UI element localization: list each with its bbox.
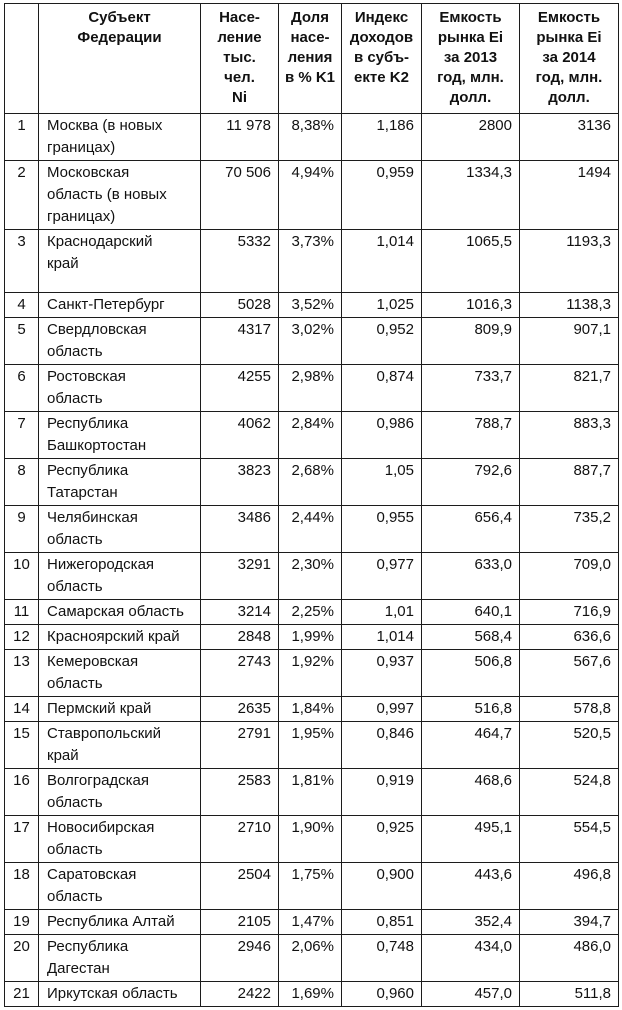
region-cell: Кемеровская область (39, 650, 201, 697)
row-number-cell: 11 (5, 600, 39, 625)
market-capacity-2013-cell: 568,4 (422, 625, 520, 650)
table-row (5, 697, 619, 722)
market-capacity-2013-cell: 1065,5 (422, 230, 520, 293)
row-number-cell: 5 (5, 318, 39, 365)
row-number-cell: 18 (5, 863, 39, 910)
income-index-cell: 0,959 (342, 161, 422, 230)
income-index-cell: 0,997 (342, 697, 422, 722)
market-capacity-2014-cell: 511,8 (520, 982, 619, 1007)
market-capacity-2014-cell: 520,5 (520, 722, 619, 769)
population-share-cell: 1,95% (279, 722, 342, 769)
income-index-cell: 0,919 (342, 769, 422, 816)
population-cell: 2791 (201, 722, 279, 769)
market-capacity-2014-cell: 486,0 (520, 935, 619, 982)
income-index-cell: 0,748 (342, 935, 422, 982)
row-number-cell: 16 (5, 769, 39, 816)
population-cell: 3823 (201, 459, 279, 506)
market-capacity-2013-cell: 1334,3 (422, 161, 520, 230)
market-capacity-2014-cell: 524,8 (520, 769, 619, 816)
market-capacity-2014-cell: 1494 (520, 161, 619, 230)
market-capacity-2013-cell: 457,0 (422, 982, 520, 1007)
market-capacity-2013-cell: 506,8 (422, 650, 520, 697)
income-index-cell: 0,900 (342, 863, 422, 910)
table-row (5, 816, 619, 863)
region-cell: Ставропольский край (39, 722, 201, 769)
table-row (5, 863, 619, 910)
market-capacity-2013-cell: 464,7 (422, 722, 520, 769)
header-region: Субъект Федерации (39, 4, 201, 114)
table-row (5, 722, 619, 769)
region-cell: Красноярский край (39, 625, 201, 650)
region-cell: Иркутская область (39, 982, 201, 1007)
header-income-index: Индекс доходов в субъ- екте K2 (342, 4, 422, 114)
region-cell: Ростовская область (39, 365, 201, 412)
region-cell: Свердловская область (39, 318, 201, 365)
row-number-cell: 20 (5, 935, 39, 982)
population-share-cell: 2,30% (279, 553, 342, 600)
market-capacity-2014-cell: 3136 (520, 114, 619, 161)
population-cell: 3214 (201, 600, 279, 625)
population-cell: 4317 (201, 318, 279, 365)
market-capacity-2014-cell: 636,6 (520, 625, 619, 650)
regions-market-capacity-table (4, 3, 619, 1007)
population-cell: 2422 (201, 982, 279, 1007)
market-capacity-2014-cell: 709,0 (520, 553, 619, 600)
table-row (5, 459, 619, 506)
market-capacity-2013-cell: 633,0 (422, 553, 520, 600)
market-capacity-2014-cell: 907,1 (520, 318, 619, 365)
income-index-cell: 0,977 (342, 553, 422, 600)
population-share-cell: 2,44% (279, 506, 342, 553)
table-row (5, 910, 619, 935)
row-number-cell: 8 (5, 459, 39, 506)
population-share-cell: 1,81% (279, 769, 342, 816)
region-cell: Волгоградская область (39, 769, 201, 816)
table-row (5, 114, 619, 161)
income-index-cell: 0,960 (342, 982, 422, 1007)
income-index-cell: 1,186 (342, 114, 422, 161)
population-share-cell: 1,47% (279, 910, 342, 935)
market-capacity-2013-cell: 352,4 (422, 910, 520, 935)
income-index-cell: 1,014 (342, 625, 422, 650)
income-index-cell: 0,952 (342, 318, 422, 365)
market-capacity-2013-cell: 1016,3 (422, 293, 520, 318)
population-share-cell: 3,02% (279, 318, 342, 365)
market-capacity-2013-cell: 495,1 (422, 816, 520, 863)
market-capacity-2013-cell: 443,6 (422, 863, 520, 910)
table-header (5, 4, 619, 114)
header-market-capacity-2013: Емкость рынка Ei за 2013 год, млн. долл. (422, 4, 520, 114)
market-capacity-2013-cell: 434,0 (422, 935, 520, 982)
table-row (5, 553, 619, 600)
population-cell: 5332 (201, 230, 279, 293)
population-share-cell: 3,52% (279, 293, 342, 318)
market-capacity-2014-cell: 394,7 (520, 910, 619, 935)
income-index-cell: 0,851 (342, 910, 422, 935)
region-cell: Самарская область (39, 600, 201, 625)
population-cell: 2710 (201, 816, 279, 863)
market-capacity-2013-cell: 2800 (422, 114, 520, 161)
table-row (5, 230, 619, 293)
region-cell: Республика Башкортостан (39, 412, 201, 459)
population-share-cell: 2,25% (279, 600, 342, 625)
population-share-cell: 1,99% (279, 625, 342, 650)
table-row (5, 935, 619, 982)
row-number-cell: 3 (5, 230, 39, 293)
population-share-cell: 1,69% (279, 982, 342, 1007)
region-cell: Краснодарский край (39, 230, 201, 293)
header-population: Насе- ление тыс. чел. Ni (201, 4, 279, 114)
market-capacity-2014-cell: 1138,3 (520, 293, 619, 318)
market-capacity-2013-cell: 640,1 (422, 600, 520, 625)
population-cell: 2583 (201, 769, 279, 816)
market-capacity-2014-cell: 716,9 (520, 600, 619, 625)
market-capacity-2014-cell: 821,7 (520, 365, 619, 412)
table-row (5, 600, 619, 625)
header-row (5, 4, 619, 114)
income-index-cell: 1,01 (342, 600, 422, 625)
population-cell: 2946 (201, 935, 279, 982)
income-index-cell: 1,014 (342, 230, 422, 293)
income-index-cell: 0,986 (342, 412, 422, 459)
income-index-cell: 1,025 (342, 293, 422, 318)
row-number-cell: 1 (5, 114, 39, 161)
row-number-cell: 17 (5, 816, 39, 863)
region-cell: Саратовская область (39, 863, 201, 910)
market-capacity-2014-cell: 554,5 (520, 816, 619, 863)
region-cell: Нижегородская область (39, 553, 201, 600)
population-cell: 70 506 (201, 161, 279, 230)
table-row (5, 365, 619, 412)
population-share-cell: 1,92% (279, 650, 342, 697)
row-number-cell: 7 (5, 412, 39, 459)
row-number-cell: 12 (5, 625, 39, 650)
row-number-cell: 13 (5, 650, 39, 697)
region-cell: Новосибирская область (39, 816, 201, 863)
region-cell: Республика Татарстан (39, 459, 201, 506)
row-number-cell: 4 (5, 293, 39, 318)
header-market-capacity-2014: Емкость рынка Ei за 2014 год, млн. долл. (520, 4, 619, 114)
row-number-cell: 2 (5, 161, 39, 230)
row-number-cell: 10 (5, 553, 39, 600)
row-number-cell: 9 (5, 506, 39, 553)
income-index-cell: 0,874 (342, 365, 422, 412)
table-row (5, 318, 619, 365)
population-share-cell: 1,75% (279, 863, 342, 910)
population-cell: 2743 (201, 650, 279, 697)
population-share-cell: 2,98% (279, 365, 342, 412)
population-share-cell: 2,84% (279, 412, 342, 459)
table-row (5, 769, 619, 816)
header-population-share: Доля насе- ления в % K1 (279, 4, 342, 114)
header-row-number (5, 4, 39, 114)
row-number-cell: 21 (5, 982, 39, 1007)
income-index-cell: 1,05 (342, 459, 422, 506)
region-cell: Республика Дагестан (39, 935, 201, 982)
table-row (5, 161, 619, 230)
population-share-cell: 8,38% (279, 114, 342, 161)
row-number-cell: 19 (5, 910, 39, 935)
market-capacity-2014-cell: 578,8 (520, 697, 619, 722)
population-share-cell: 1,90% (279, 816, 342, 863)
region-cell: Челябинская область (39, 506, 201, 553)
market-capacity-2013-cell: 788,7 (422, 412, 520, 459)
income-index-cell: 0,955 (342, 506, 422, 553)
row-number-cell: 14 (5, 697, 39, 722)
region-cell: Московская область (в новых границах) (39, 161, 201, 230)
population-cell: 3291 (201, 553, 279, 600)
market-capacity-2014-cell: 883,3 (520, 412, 619, 459)
region-cell: Москва (в новых границах) (39, 114, 201, 161)
population-share-cell: 3,73% (279, 230, 342, 293)
population-share-cell: 2,06% (279, 935, 342, 982)
population-share-cell: 4,94% (279, 161, 342, 230)
table-row (5, 293, 619, 318)
table-row (5, 625, 619, 650)
population-cell: 2105 (201, 910, 279, 935)
market-capacity-2013-cell: 733,7 (422, 365, 520, 412)
market-capacity-2013-cell: 809,9 (422, 318, 520, 365)
population-cell: 2635 (201, 697, 279, 722)
market-capacity-2014-cell: 1193,3 (520, 230, 619, 293)
table-body (5, 114, 619, 1007)
region-cell: Республика Алтай (39, 910, 201, 935)
market-capacity-2013-cell: 792,6 (422, 459, 520, 506)
income-index-cell: 0,925 (342, 816, 422, 863)
income-index-cell: 0,937 (342, 650, 422, 697)
population-cell: 5028 (201, 293, 279, 318)
region-cell: Санкт-Петербург (39, 293, 201, 318)
row-number-cell: 6 (5, 365, 39, 412)
market-capacity-2014-cell: 887,7 (520, 459, 619, 506)
population-cell: 4062 (201, 412, 279, 459)
population-cell: 2848 (201, 625, 279, 650)
market-capacity-2013-cell: 468,6 (422, 769, 520, 816)
population-cell: 11 978 (201, 114, 279, 161)
market-capacity-2014-cell: 496,8 (520, 863, 619, 910)
table-row (5, 506, 619, 553)
table-row (5, 412, 619, 459)
population-cell: 4255 (201, 365, 279, 412)
market-capacity-2014-cell: 567,6 (520, 650, 619, 697)
market-capacity-2013-cell: 516,8 (422, 697, 520, 722)
row-number-cell: 15 (5, 722, 39, 769)
table-row (5, 982, 619, 1007)
population-cell: 3486 (201, 506, 279, 553)
income-index-cell: 0,846 (342, 722, 422, 769)
market-capacity-2014-cell: 735,2 (520, 506, 619, 553)
population-share-cell: 1,84% (279, 697, 342, 722)
table-row (5, 650, 619, 697)
population-share-cell: 2,68% (279, 459, 342, 506)
market-capacity-2013-cell: 656,4 (422, 506, 520, 553)
population-cell: 2504 (201, 863, 279, 910)
region-cell: Пермский край (39, 697, 201, 722)
